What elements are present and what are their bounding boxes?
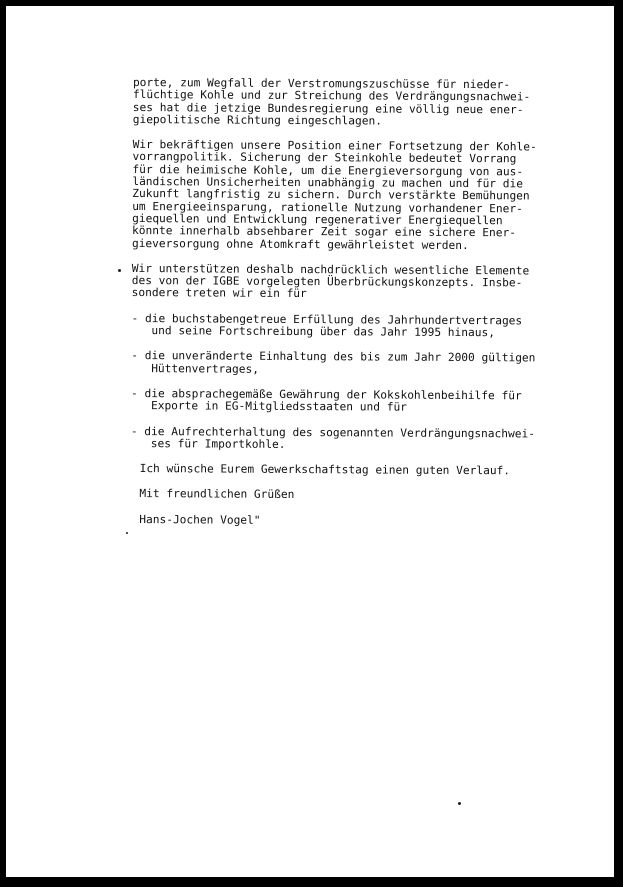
paragraph-2 (132, 139, 573, 252)
text-line: giepolitische Richtung eingeschlagen. (132, 112, 382, 128)
text-line: Exporte in EG-Mitgliedsstaaten und für (150, 399, 407, 414)
text-line: Wir unterstützen deshalb nachdrücklich wesentliche Elemente (131, 261, 530, 278)
text-line: um Energieeinsparung, rationelle Nutzung vorhandener Ener- (132, 199, 523, 216)
list-item (131, 313, 571, 340)
text-line: sondere treten wir ein für (131, 286, 307, 301)
closing-greeting (139, 488, 570, 503)
scan-speck (118, 269, 121, 272)
text-line: vorrangpolitik. Sicherung der Steinkohle bedeutet Vorrang (132, 150, 517, 166)
text-line: - die Aufrechterhaltung des sogenannten Verdrängungsnachwei- (130, 424, 536, 440)
text-line: Hüttenvertrages, (151, 361, 260, 376)
text-line: und seine Fortschreibung über das Jahr 1995 hinaus, (151, 324, 495, 340)
text-line: Wir bekräftigen unsere Position einer Fortsetzung der Kohle- (132, 138, 537, 154)
closing-wish (140, 463, 571, 478)
scan-speck (458, 802, 461, 805)
list-item (131, 388, 571, 415)
text-line: - die absprachegemäße Gewährung der Kokskohlenbeihilfe für (131, 386, 522, 403)
text-line: könnte innerhalb absehbarer Zeit sogar eine sichere Ener- (132, 224, 517, 240)
text-line: ses für Importkohle. (150, 436, 286, 451)
text-line: Zukunft langfristig zu sichern. Durch verstärkte Bemühungen (132, 187, 530, 203)
paragraph-1 (133, 77, 573, 129)
text-line: ländischen Unsicherheiten unabhängig zu machen und für die (132, 175, 524, 191)
text-line: Hans-Jochen Vogel" (139, 512, 261, 527)
text-line: porte, zum Wegfall der Verstromungszuschüsse für nieder- (132, 76, 511, 92)
text-line: gieversorgung ohne Atomkraft gewährleistet werden. (131, 236, 469, 252)
text-line: Ich wünsche Eurem Gewerkschaftstag einen guten Verlauf. (139, 462, 511, 478)
list-item (131, 426, 571, 453)
text-line: des von der IGBE vorgelegten Überbrückungskonzepts. Insbe- (131, 274, 523, 290)
text-line: flüchtige Kohle und zur Streichung des Verdrängungsnachwei- (132, 88, 531, 104)
text-line: - die buchstabengetreue Erfüllung des Jahrhundertvertrages (131, 311, 523, 328)
document-page (6, 6, 614, 877)
scan-speck (126, 532, 128, 534)
paragraph-3 (132, 263, 572, 303)
document-body (130, 77, 573, 542)
text-line: giequellen und Entwicklung regenerativer Energiequellen (132, 211, 503, 228)
text-line: - die unveränderte Einhaltung des bis zum Jahr 2000 gültigen (131, 349, 536, 365)
text-line: ses hat die jetzige Bundesregierung eine völlig neue ener- (132, 100, 524, 116)
list-item (131, 350, 571, 377)
text-line: Mit freundlichen Grüßen (139, 487, 295, 502)
text-line: für die heimische Kohle, um die Energieversorgung von aus- (132, 162, 524, 179)
signature-name (139, 514, 570, 529)
